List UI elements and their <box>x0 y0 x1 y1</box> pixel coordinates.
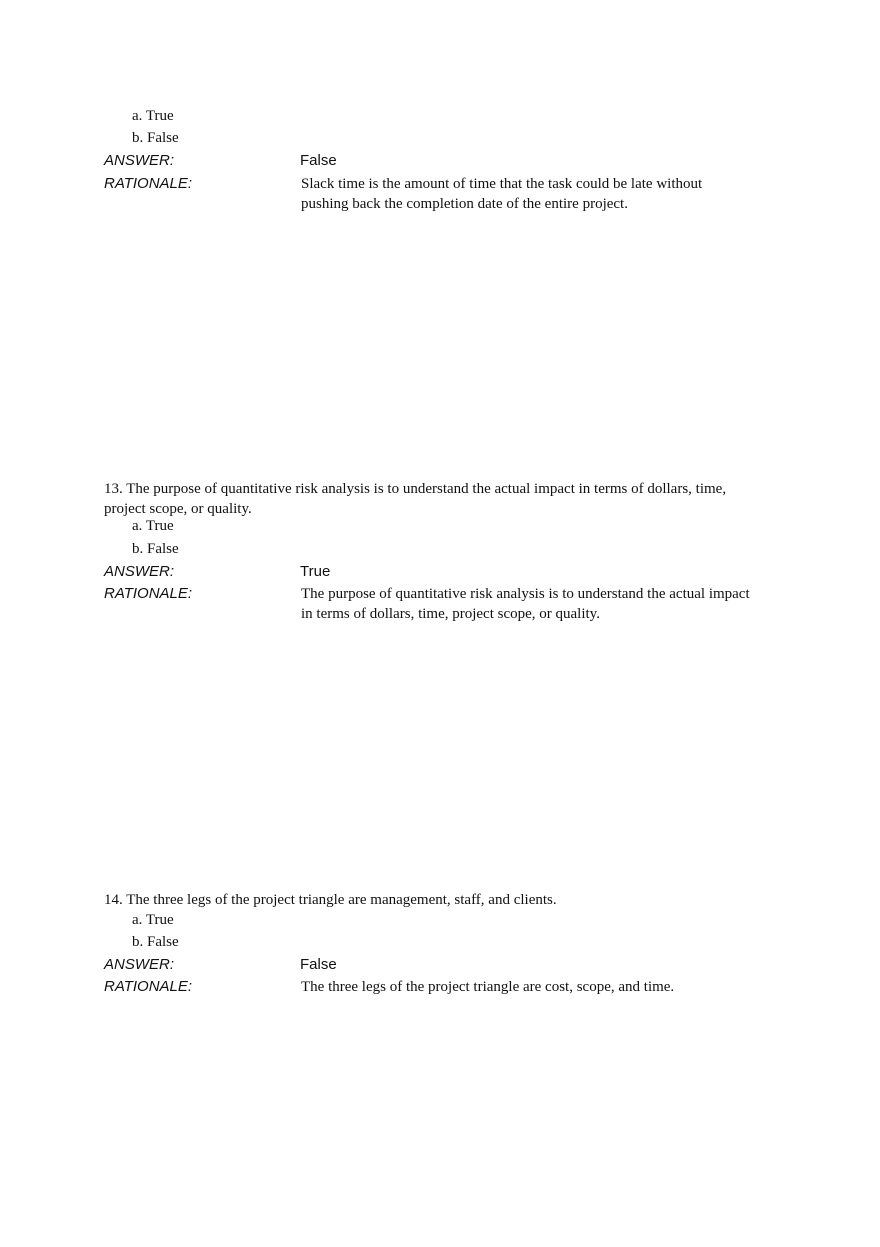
option-a: a. True <box>132 518 174 534</box>
rationale-line: The purpose of quantitative risk analysis is to understand the actual impact <box>301 586 750 602</box>
rationale-line: in terms of dollars, time, project scope, or quality. <box>301 606 600 622</box>
rationale-label: RATIONALE: <box>104 585 193 602</box>
answer-value: True <box>300 563 331 580</box>
answer-value: False <box>300 956 337 973</box>
rationale-line: Slack time is the amount of time that the task could be late without <box>301 176 703 192</box>
question-line: project scope, or quality. <box>104 501 252 517</box>
question-line: 13. The purpose of quantitative risk analysis is to understand the actual impact in terms of dollars, time, <box>104 481 727 497</box>
option-b: b. False <box>132 130 179 146</box>
rationale-line: The three legs of the project triangle are cost, scope, and time. <box>301 979 675 995</box>
option-a: a. True <box>132 912 174 928</box>
question-line: 14. The three legs of the project triangle are management, staff, and clients. <box>104 892 557 908</box>
option-b: b. False <box>132 934 179 950</box>
rationale-label: RATIONALE: <box>104 978 193 995</box>
question-text <box>104 479 784 519</box>
rationale-label: RATIONALE: <box>104 175 193 192</box>
question-text <box>104 890 784 910</box>
answer-label: ANSWER: <box>104 152 175 169</box>
rationale-text <box>301 584 781 624</box>
rationale-text <box>301 174 781 214</box>
answer-label: ANSWER: <box>104 956 175 973</box>
rationale-text <box>301 977 781 997</box>
rationale-line: pushing back the completion date of the entire project. <box>301 196 628 212</box>
answer-value: False <box>300 152 337 169</box>
answer-label: ANSWER: <box>104 563 175 580</box>
option-a: a. True <box>132 108 174 124</box>
option-b: b. False <box>132 541 179 557</box>
